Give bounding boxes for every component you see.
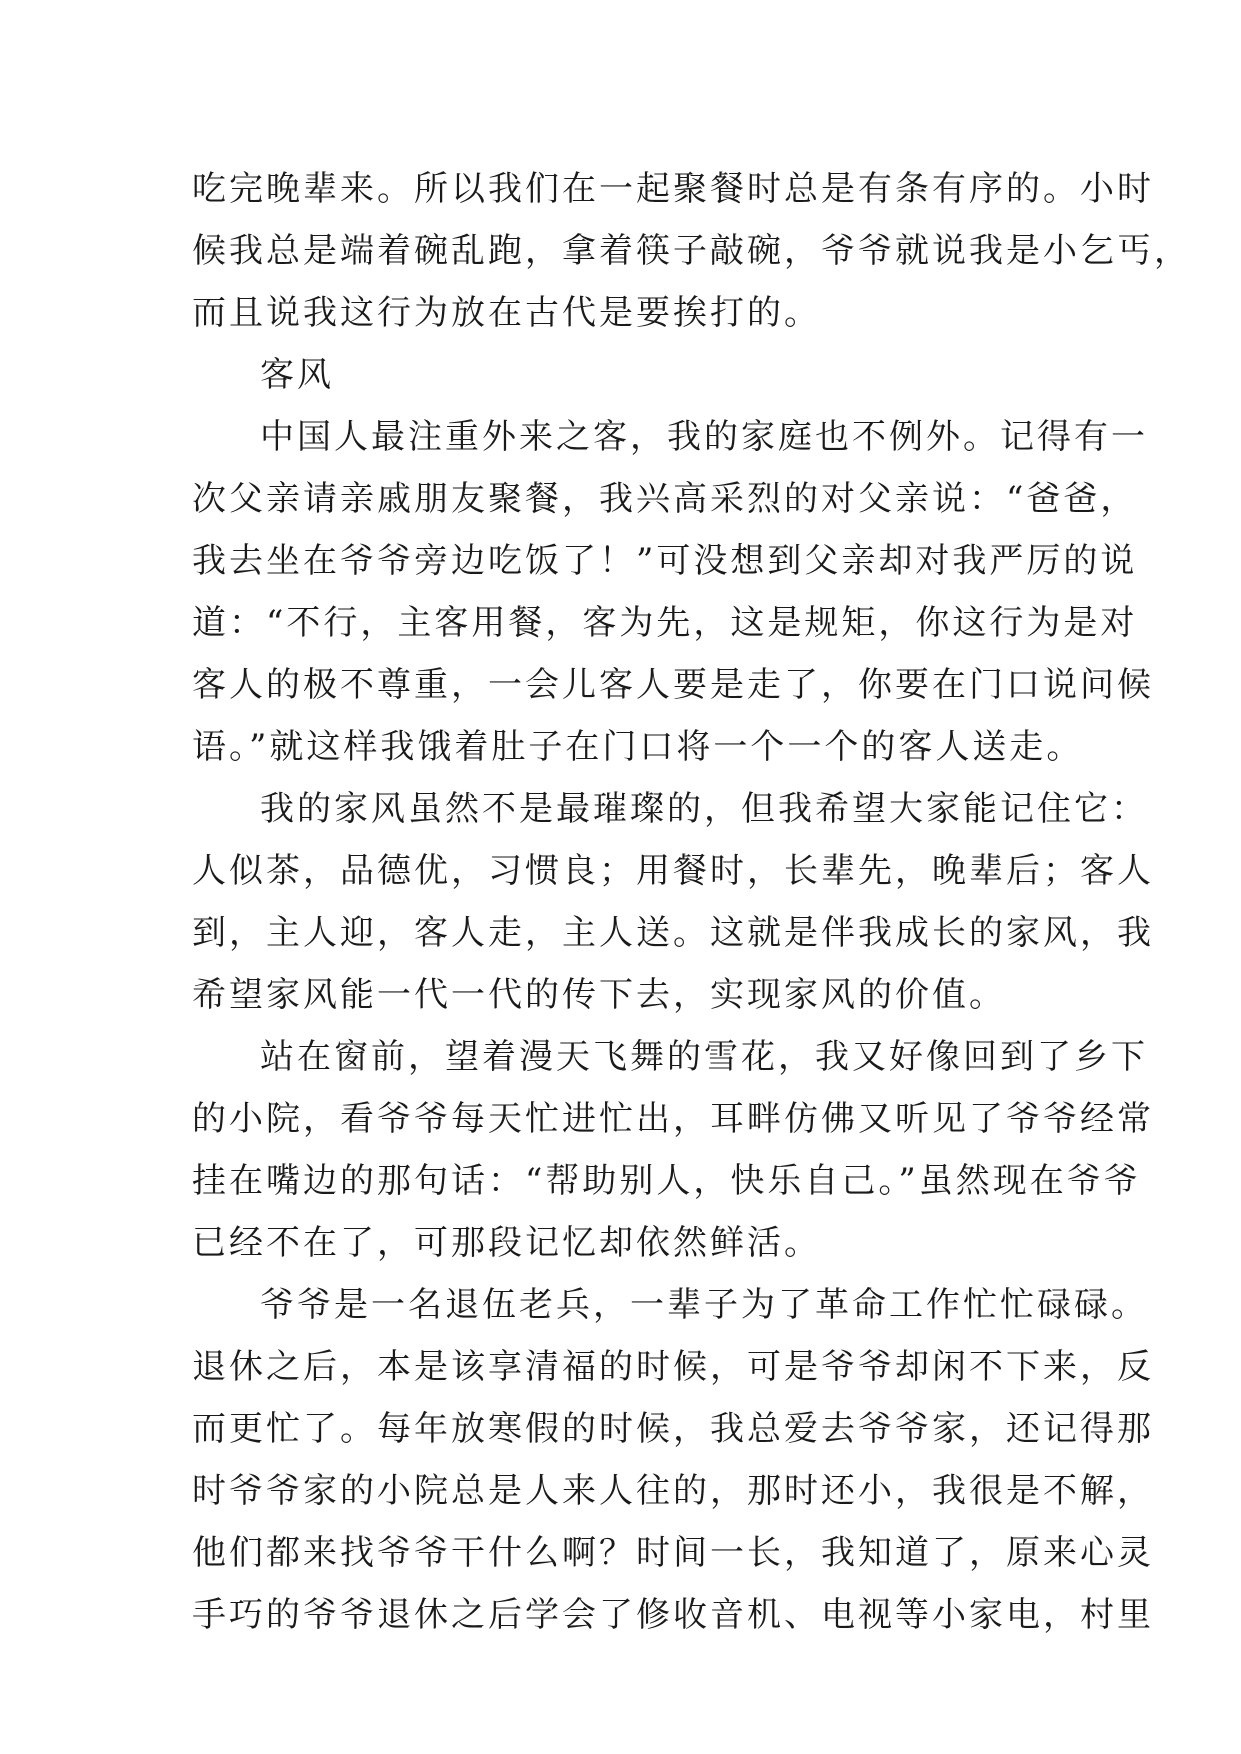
text-line: 已经不在了，可那段记忆却依然鲜活。: [192, 1223, 821, 1263]
section-heading: 客风: [260, 355, 334, 395]
text-line: 道：“不行，主客用餐，客为先，这是规矩，你这行为是对: [192, 603, 1138, 643]
text-line: 中国人最注重外来之客，我的家庭也不例外。记得有一: [260, 417, 1148, 457]
text-line: 站在窗前，望着漫天飞舞的雪花，我又好像回到了乡下: [260, 1037, 1148, 1077]
text-line: 他们都来找爷爷干什么啊？时间一长，我知道了，原来心灵: [192, 1533, 1154, 1573]
text-line: 而且说我这行为放在古代是要挨打的。: [192, 293, 821, 333]
text-line: 希望家风能一代一代的传下去，实现家风的价值。: [192, 975, 1006, 1015]
text-line: 退休之后，本是该享清福的时候，可是爷爷却闲不下来，反: [192, 1347, 1154, 1387]
text-line: 次父亲请亲戚朋友聚餐，我兴高采烈的对父亲说：“爸爸，: [192, 479, 1138, 519]
text-line: 客人的极不尊重，一会儿客人要是走了，你要在门口说问候: [192, 665, 1154, 705]
text-line: 爷爷是一名退伍老兵，一辈子为了革命工作忙忙碌碌。: [260, 1285, 1148, 1325]
text-line: 而更忙了。每年放寒假的时候，我总爱去爷爷家，还记得那: [192, 1409, 1154, 1449]
text-line: 的小院，看爷爷每天忙进忙出，耳畔仿佛又听见了爷爷经常: [192, 1099, 1154, 1139]
text-line: 候我总是端着碗乱跑，拿着筷子敲碗，爷爷就说我是小乞丐，: [192, 231, 1191, 271]
text-line: 挂在嘴边的那句话：“帮助别人，快乐自己。”虽然现在爷爷: [192, 1161, 1141, 1201]
text-line: 人似茶，品德优，习惯良；用餐时，长辈先，晚辈后；客人: [192, 851, 1154, 891]
text-line: 语。”就这样我饿着肚子在门口将一个一个的客人送走。: [192, 727, 1084, 767]
text-line: 我去坐在爷爷旁边吃饭了！”可没想到父亲却对我严厉的说: [192, 541, 1138, 581]
text-line: 手巧的爷爷退休之后学会了修收音机、电视等小家电，村里: [192, 1595, 1154, 1635]
text-line: 到，主人迎，客人走，主人送。这就是伴我成长的家风，我: [192, 913, 1154, 953]
text-line: 我的家风虽然不是最璀璨的，但我希望大家能记住它：: [260, 789, 1148, 829]
text-line: 吃完晚辈来。所以我们在一起聚餐时总是有条有序的。小时: [192, 169, 1154, 209]
document-body: [192, 158, 1191, 1646]
text-line: 时爷爷家的小院总是人来人往的，那时还小，我很是不解，: [192, 1471, 1154, 1511]
